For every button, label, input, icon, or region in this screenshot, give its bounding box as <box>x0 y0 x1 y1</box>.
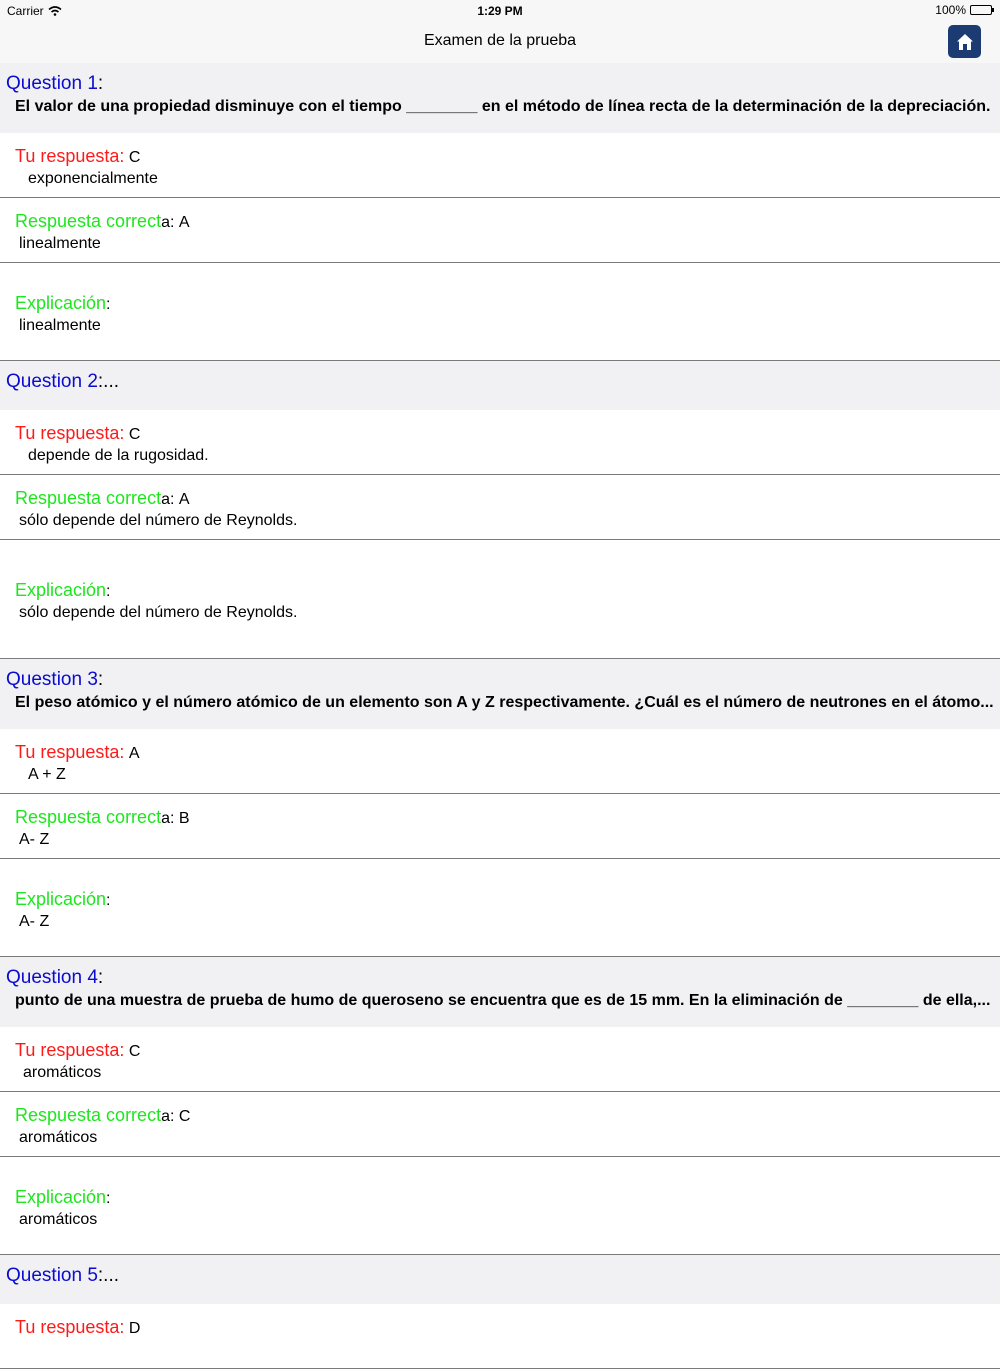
question-title: Question 2:... <box>6 371 120 392</box>
your-answer-letter: C <box>128 149 141 166</box>
explanation-text: sólo depende del número de Reynolds. <box>19 604 298 621</box>
your-answer-row <box>0 1304 1000 1369</box>
correct-answer-text: linealmente <box>19 235 101 252</box>
your-answer-label: Tu respuesta: <box>15 1040 125 1060</box>
explanation-row: Explicación: A- Z <box>0 859 1000 957</box>
review-list[interactable] <box>0 63 1000 1369</box>
correct-answer-row: Respuesta correcta: C aromáticos <box>0 1092 1000 1157</box>
correct-answer-text: A- Z <box>19 831 50 848</box>
explanation-row: Explicación: aromáticos <box>0 1157 1000 1255</box>
battery-percent: 100% <box>935 3 966 17</box>
question-title: Question 4: <box>6 967 104 988</box>
navigation-bar <box>0 22 1000 64</box>
battery-icon <box>970 5 992 15</box>
your-answer-text: depende de la rugosidad. <box>28 447 209 464</box>
your-answer-text: aromáticos <box>23 1064 102 1081</box>
your-answer-letter: A <box>128 745 140 762</box>
explanation-row: Explicación: sólo depende del número de Reynolds. <box>0 540 1000 659</box>
correct-answer-letter: C <box>178 1108 191 1125</box>
your-answer-row <box>0 1027 1000 1092</box>
correct-answer-letter: B <box>178 810 190 827</box>
correct-answer-label: Respuesta correct <box>15 211 162 231</box>
your-answer-letter: C <box>128 426 141 443</box>
explanation-label: Explicación <box>15 293 107 313</box>
your-answer-letter: D <box>128 1320 141 1337</box>
correct-answer-row: Respuesta correcta: B A- Z <box>0 794 1000 859</box>
question-header <box>0 1255 1000 1304</box>
carrier-label: Carrier <box>7 4 44 18</box>
correct-answer-label: Respuesta correct <box>15 1105 162 1125</box>
explanation-text: linealmente <box>19 317 101 334</box>
question-title: Question 1: <box>6 73 104 94</box>
question-header <box>0 63 1000 133</box>
explanation-text: aromáticos <box>19 1211 98 1228</box>
your-answer-row <box>0 133 1000 198</box>
your-answer-label: Tu respuesta: <box>15 423 125 443</box>
your-answer-label: Tu respuesta: <box>15 146 125 166</box>
correct-answer-row: Respuesta correcta: A sólo depende del número de Reynolds. <box>0 475 1000 540</box>
correct-answer-text: aromáticos <box>19 1129 98 1146</box>
your-answer-letter: C <box>128 1043 141 1060</box>
your-answer-label: Tu respuesta: <box>15 742 125 762</box>
your-answer-row <box>0 410 1000 475</box>
explanation-label: Explicación <box>15 889 107 909</box>
home-icon <box>956 33 974 51</box>
home-button[interactable] <box>948 25 981 58</box>
explanation-label: Explicación <box>15 1187 107 1207</box>
question-text: punto de una muestra de prueba de humo de queroseno se encuentra que es de 15 mm. En la eliminación de ________ de ella,... <box>15 992 991 1009</box>
correct-answer-row: Respuesta correcta: A linealmente <box>0 198 1000 263</box>
explanation-label: Explicación <box>15 580 107 600</box>
battery-indicator <box>935 3 992 17</box>
status-bar <box>0 0 1000 22</box>
status-time: 1:29 PM <box>477 4 523 18</box>
explanation-text: A- Z <box>19 913 50 930</box>
correct-answer-label: Respuesta correct <box>15 807 162 827</box>
question-text: El valor de una propiedad disminuye con el tiempo ________ en el método de línea recta de la determinación de la depreciación. <box>15 98 991 115</box>
page-title: Examen de la prueba <box>423 32 577 49</box>
explanation-row: Explicación: linealmente <box>0 263 1000 361</box>
question-header <box>0 659 1000 729</box>
correct-answer-letter: A <box>178 491 190 508</box>
correct-answer-letter: A <box>178 214 190 231</box>
question-header <box>0 361 1000 410</box>
correct-answer-text: sólo depende del número de Reynolds. <box>19 512 298 529</box>
your-answer-text: A + Z <box>28 766 66 783</box>
correct-answer-label: Respuesta correct <box>15 488 162 508</box>
question-title: Question 5:... <box>6 1265 120 1286</box>
your-answer-label: Tu respuesta: <box>15 1317 125 1337</box>
question-title: Question 3: <box>6 669 104 690</box>
your-answer-row <box>0 729 1000 794</box>
your-answer-text: exponencialmente <box>28 170 158 187</box>
question-header <box>0 957 1000 1027</box>
question-text: El peso atómico y el número atómico de un elemento son A y Z respectivamente. ¿Cuál es el número de neutrones en el átomo... <box>15 694 994 711</box>
